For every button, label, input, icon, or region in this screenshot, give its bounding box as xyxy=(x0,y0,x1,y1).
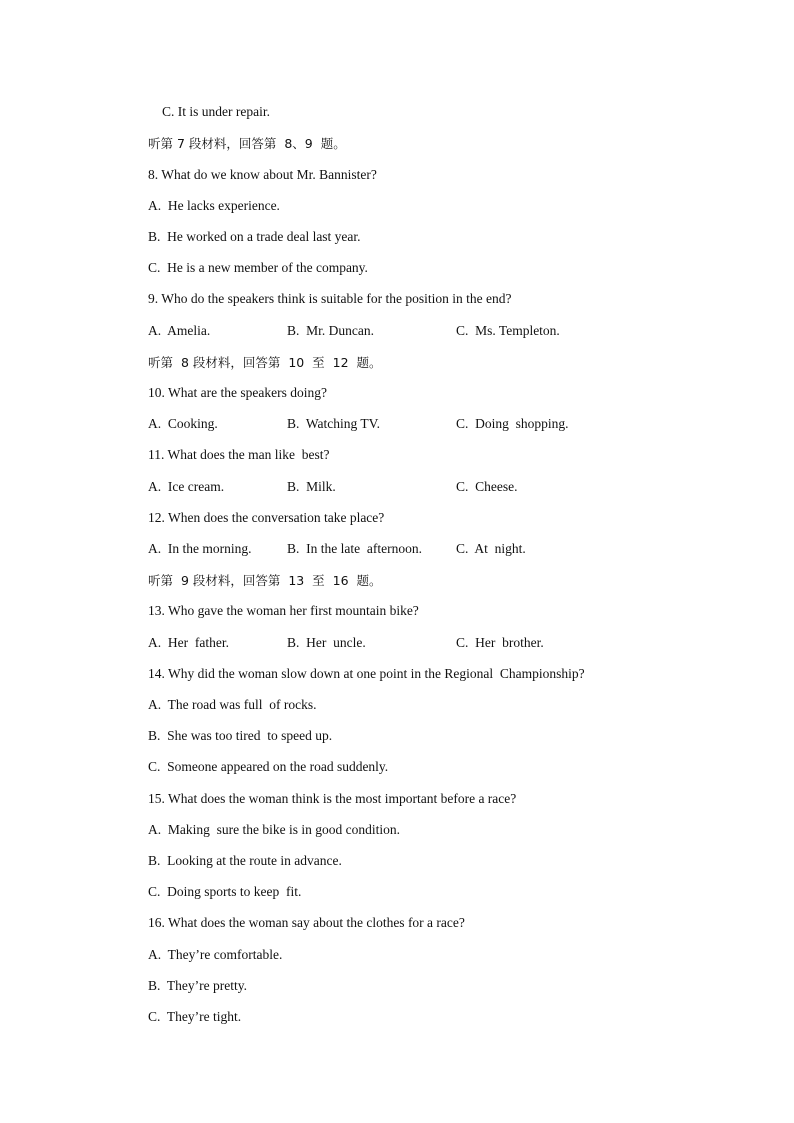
option-line: C. It is under repair. xyxy=(162,104,270,119)
question-line: 8. What do we know about Mr. Bannister? xyxy=(148,167,377,182)
question-line: 10. What are the speakers doing? xyxy=(148,385,327,400)
option-line: A. The road was full of rocks. xyxy=(148,697,317,712)
question-line: 13. Who gave the woman her first mountain bike? xyxy=(148,603,419,618)
question-line: 9. Who do the speakers think is suitable for the position in the end? xyxy=(148,291,512,306)
question-line: 11. What does the man like best? xyxy=(148,447,330,462)
option-b: B. Mr. Duncan. xyxy=(287,323,374,338)
option-b: B. Her uncle. xyxy=(287,635,366,650)
option-a: A. Amelia. xyxy=(148,323,211,338)
option-b: B. Watching TV. xyxy=(287,416,381,431)
option-c: C. Ms. Templeton. xyxy=(456,323,560,338)
option-line: C. Someone appeared on the road suddenly. xyxy=(148,759,389,774)
option-line: B. He worked on a trade deal last year. xyxy=(148,229,361,244)
option-a: A. Her father. xyxy=(148,635,229,650)
option-line: C. They’re tight. xyxy=(148,1009,242,1024)
option-line: A. They’re comfortable. xyxy=(148,947,283,962)
option-line: B. Looking at the route in advance. xyxy=(148,853,342,868)
option-line: A. He lacks experience. xyxy=(148,198,280,213)
option-b: B. Milk. xyxy=(287,479,336,494)
option-line: C. Doing sports to keep fit. xyxy=(148,884,302,899)
option-line: C. He is a new member of the company. xyxy=(148,260,368,275)
section-heading: 听第 9 段材料，回答第 13 至 16 题。 xyxy=(148,573,382,588)
option-c: C. Doing shopping. xyxy=(456,416,569,431)
option-a: A. In the morning. xyxy=(148,541,252,556)
section-heading: 听第 8 段材料，回答第 10 至 12 题。 xyxy=(148,355,382,370)
option-line: B. They’re pretty. xyxy=(148,978,247,993)
option-c: C. Her brother. xyxy=(456,635,544,650)
option-line: B. She was too tired to speed up. xyxy=(148,728,333,743)
section-heading: 听第 7 段材料，回答第 8、9 题。 xyxy=(148,136,346,151)
option-b: B. In the late afternoon. xyxy=(287,541,422,556)
question-line: 15. What does the woman think is the most important before a race? xyxy=(148,791,517,806)
option-a: A. Ice cream. xyxy=(148,479,225,494)
option-a: A. Cooking. xyxy=(148,416,218,431)
option-c: C. Cheese. xyxy=(456,479,518,494)
question-line: 16. What does the woman say about the clothes for a race? xyxy=(148,915,465,930)
option-c: C. At night. xyxy=(456,541,526,556)
question-line: 12. When does the conversation take place? xyxy=(148,510,385,525)
option-line: A. Making sure the bike is in good condition. xyxy=(148,822,400,837)
question-line: 14. Why did the woman slow down at one point in the Regional Championship? xyxy=(148,666,585,681)
